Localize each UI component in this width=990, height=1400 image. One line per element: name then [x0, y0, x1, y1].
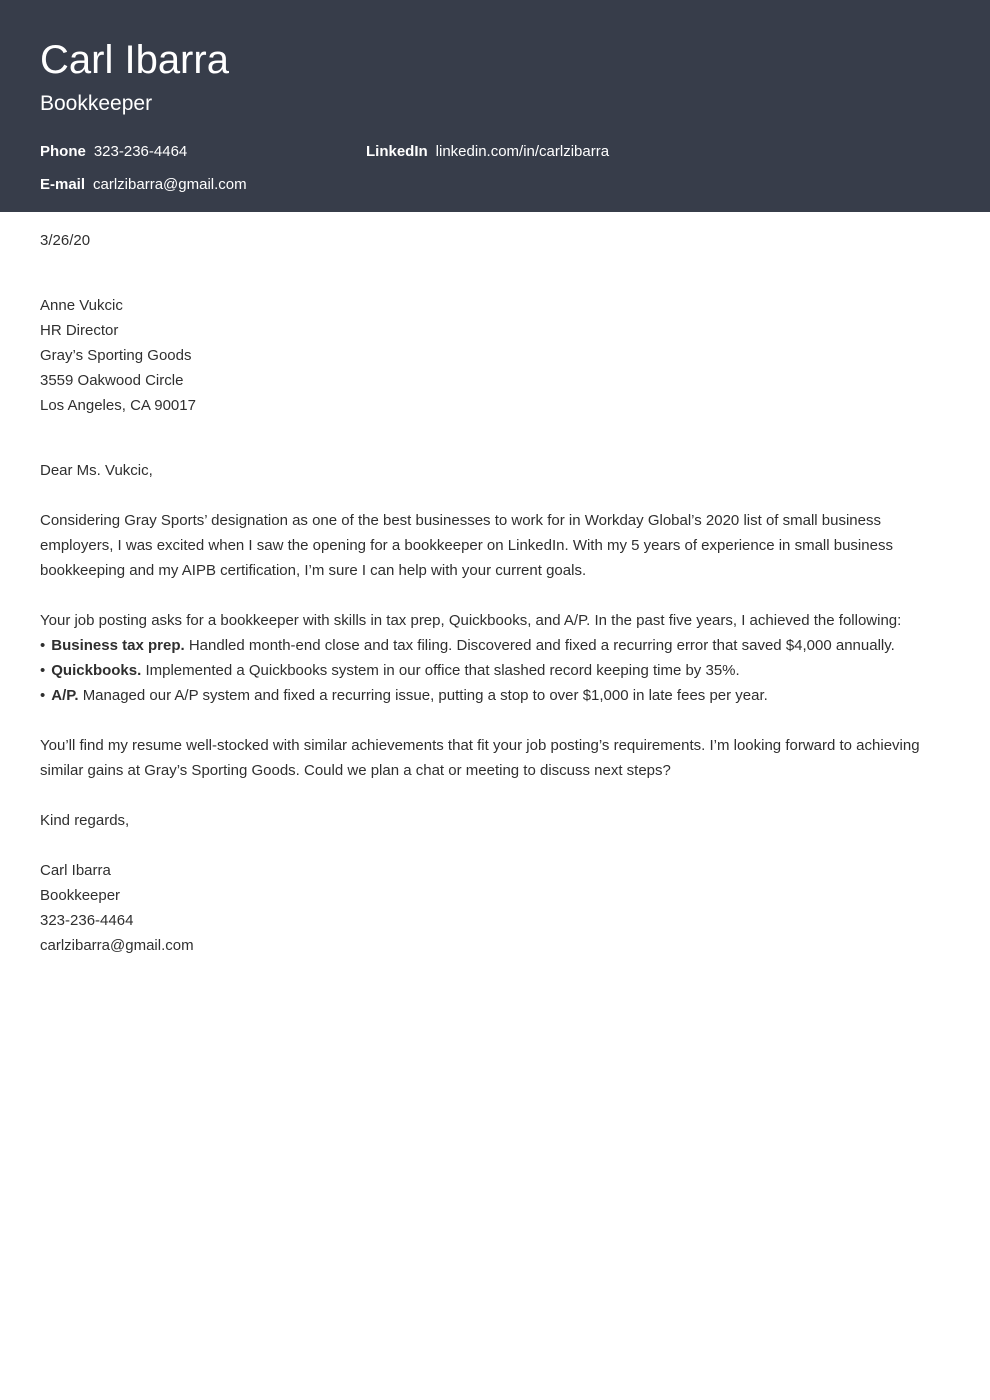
list-item: [40, 683, 940, 708]
header-banner: [0, 0, 990, 212]
list-item-text: Handled month-end close and tax filing. Discovered and fixed a recurring error that saved $4,000 annually.: [188, 637, 895, 654]
recipient-city: Los Angeles, CA 90017: [40, 397, 196, 414]
email-label: E-mail: [40, 176, 86, 193]
signature-email: carlzibarra@gmail.com: [40, 937, 194, 954]
list-item-title: Business tax prep.: [51, 637, 185, 654]
recipient-name: Anne Vukcic: [40, 297, 123, 314]
signature-phone: 323-236-4464: [40, 912, 134, 929]
paragraph-closing: You’ll find my resume well-stocked with similar achievements that fit your job posting’s requirements. I’m looking forward to achieving similar gains at Gray’s Sporting Goods. Could we plan a chat or meeting to discuss next steps?: [40, 737, 920, 779]
salutation: Dear Ms. Vukcic,: [40, 462, 153, 479]
recipient-street: 3559 Oakwood Circle: [40, 372, 184, 389]
contact-email: [40, 175, 247, 195]
signature-title: Bookkeeper: [40, 887, 121, 904]
list-item: [40, 658, 940, 683]
bullet-mark: •: [40, 662, 46, 679]
signature-block: [40, 858, 940, 958]
paragraph-skills-intro: Your job posting asks for a bookkeeper with skills in tax prep, Quickbooks, and A/P. In the past five years, I achieved the following:: [40, 612, 902, 629]
achievements-list: [40, 633, 940, 708]
list-item-text: Implemented a Quickbooks system in our office that slashed record keeping time by 35%.: [145, 662, 740, 679]
contact-phone: [40, 142, 187, 162]
phone-label: Phone: [40, 143, 86, 160]
list-item: [40, 633, 940, 658]
list-item-title: A/P.: [51, 687, 79, 704]
phone-value: 323-236-4464: [93, 143, 188, 160]
bullet-mark: •: [40, 687, 46, 704]
closing: Kind regards,: [40, 812, 130, 829]
bullet-mark: •: [40, 637, 46, 654]
paragraph-intro: Considering Gray Sports’ designation as one of the best businesses to work for in Workday Global’s 2020 list of small business employers, I was excited when I saw the opening for a bookkeeper on LinkedIn. With my 5 years of experience in small business bookkeeping and my AIPB certification, I’m sure I can help with your current goals.: [40, 512, 893, 579]
letter-date: 3/26/20: [40, 232, 91, 249]
contact-linkedin: [366, 142, 609, 162]
linkedin-link[interactable]: linkedin.com/in/carlzibarra: [435, 143, 610, 160]
applicant-title: Bookkeeper: [40, 92, 153, 115]
letter-body: [40, 228, 940, 958]
linkedin-label: LinkedIn: [366, 143, 428, 160]
list-item-text: Managed our A/P system and fixed a recurring issue, putting a stop to over $1,000 in late fees per year.: [82, 687, 768, 704]
recipient-block: [40, 293, 940, 418]
signature-name: Carl Ibarra: [40, 862, 111, 879]
recipient-company: Gray’s Sporting Goods: [40, 347, 192, 364]
recipient-title: HR Director: [40, 322, 119, 339]
applicant-name: Carl Ibarra: [40, 38, 229, 82]
list-item-title: Quickbooks.: [51, 662, 142, 679]
email-link[interactable]: carlzibarra@gmail.com: [93, 176, 247, 193]
